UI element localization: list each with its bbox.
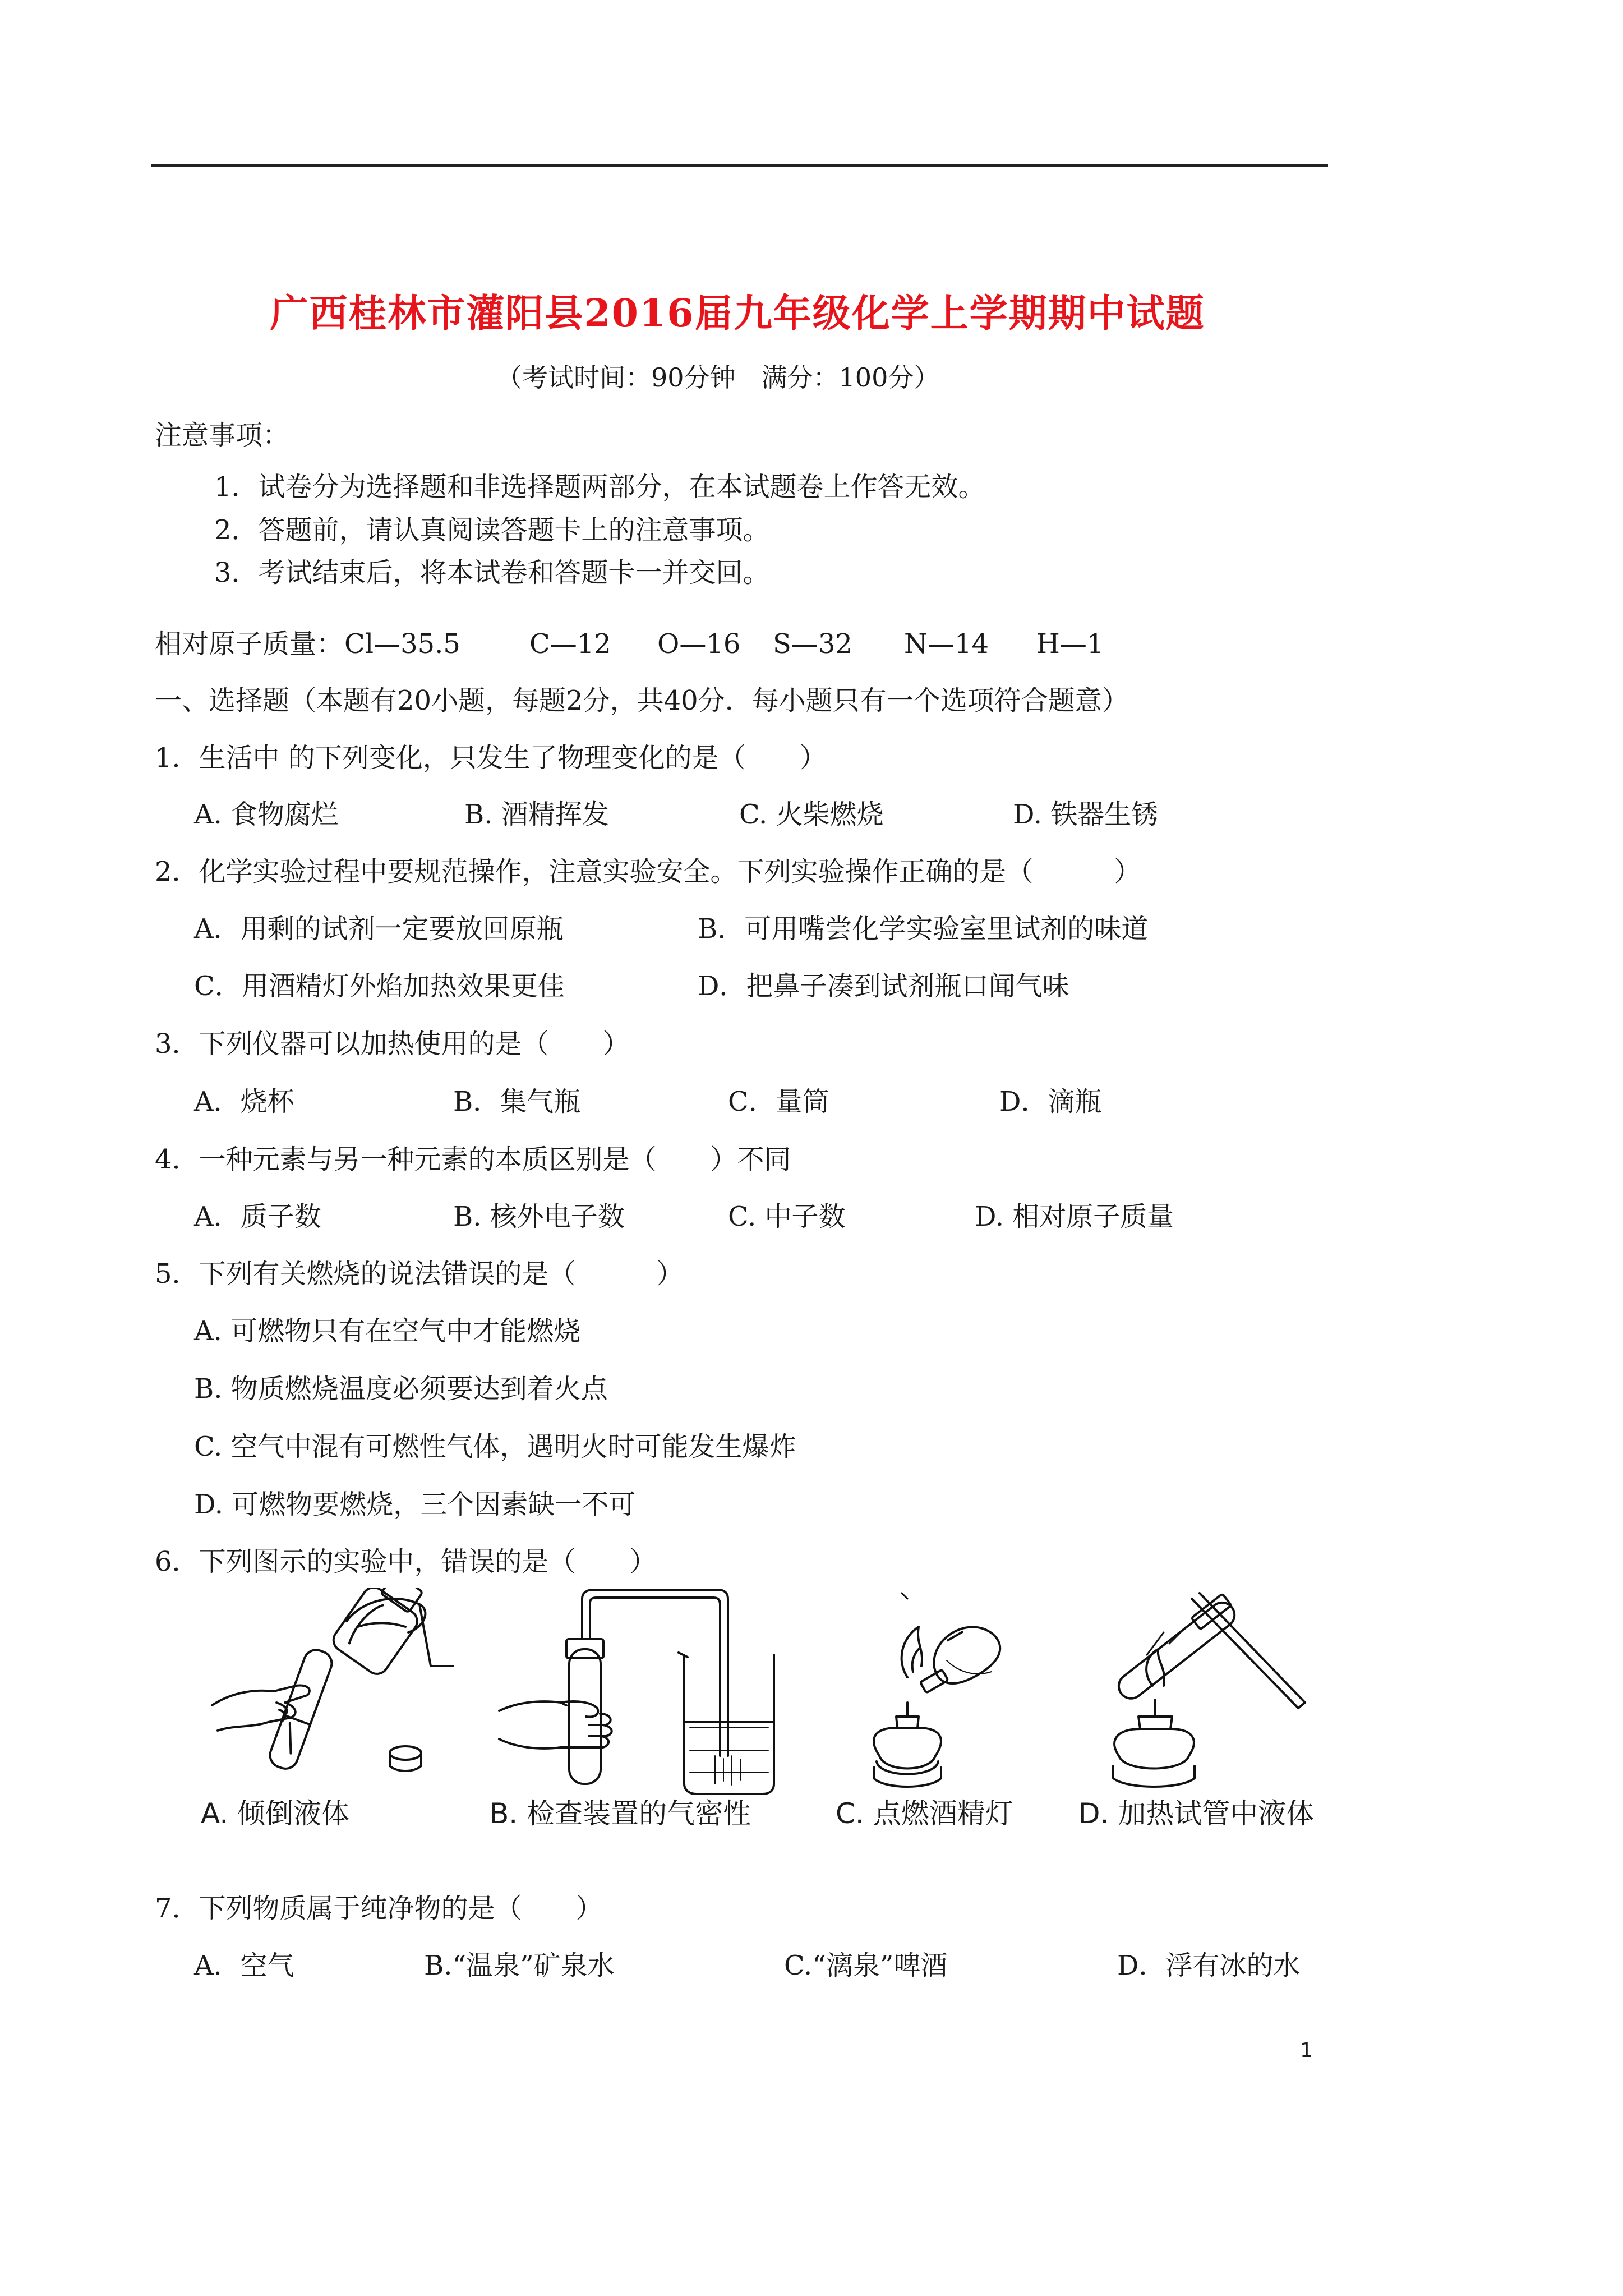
option-c: C. 中子数 <box>728 1201 846 1232</box>
question-stem: 2．化学实验过程中要规范操作，注意实验安全。下列实验操作正确的是（ ） <box>155 856 1141 887</box>
option-a: A. 食物腐烂 <box>194 799 339 830</box>
notes-heading: 注意事项： <box>155 420 290 451</box>
figure-caption: D. 加热试管中液体 <box>1078 1797 1315 1830</box>
option-b: B．集气瓶 <box>453 1086 581 1117</box>
option-b: B．可用嘴尝化学实验室里试剂的味道 <box>698 913 1149 945</box>
option-b: B. 核外电子数 <box>453 1201 625 1232</box>
option-a: A．质子数 <box>194 1201 321 1232</box>
option-c: C．用酒精灯外焰加热效果更佳 <box>194 970 565 1002</box>
page-number: 1 <box>1300 2039 1313 2062</box>
note-item: 1．试卷分为选择题和非选择题两部分，在本试题卷上作答无效。 <box>214 471 985 503</box>
atomic-mass-value: N—14 <box>904 628 989 660</box>
atomic-mass-label: 相对原子质量： <box>155 628 344 660</box>
option-a: A．烧杯 <box>194 1086 294 1117</box>
note-item: 3．考试结束后，将本试卷和答题卡一并交回。 <box>214 557 770 588</box>
figure-caption: A. 倾倒液体 <box>201 1797 350 1830</box>
atomic-mass-value: O—16 <box>657 628 741 660</box>
question-stem: 4．一种元素与另一种元素的本质区别是（ ）不同 <box>155 1144 791 1175</box>
option-c: C．量筒 <box>728 1086 829 1117</box>
section-heading: 一、选择题（本题有20小题，每题2分，共40分．每小题只有一个选项符合题意） <box>155 685 1129 716</box>
atomic-mass-value: Cl—35.5 <box>344 628 460 660</box>
option-d: D. 相对原子质量 <box>975 1201 1174 1232</box>
figure-pouring-liquid <box>206 1588 476 1801</box>
question-stem: 6．下列图示的实验中，错误的是（ ） <box>155 1546 657 1577</box>
option-d: D. 铁器生锈 <box>1013 799 1159 830</box>
question-stem: 1．生活中 的下列变化，只发生了物理变化的是（ ） <box>155 742 827 774</box>
option-d: D．把鼻子凑到试剂瓶口闻气味 <box>698 970 1069 1002</box>
option-a: A．用剩的试剂一定要放回原瓶 <box>194 913 564 945</box>
exam-title: 广西桂林市灌阳县2016届九年级化学上学期期中试题 <box>270 291 1205 336</box>
question-stem: 5．下列有关燃烧的说法错误的是（ ） <box>155 1258 684 1290</box>
option-b: B.“温泉”矿泉水 <box>424 1950 615 1981</box>
option-b: B. 酒精挥发 <box>464 799 609 830</box>
option-c: C. 火柴燃烧 <box>739 799 884 830</box>
header-rule <box>151 164 1328 167</box>
figure-heating-test-tube <box>1085 1588 1332 1801</box>
option-c: C.“漓泉”啤酒 <box>784 1950 948 1981</box>
atomic-mass-value: C—12 <box>529 628 611 660</box>
option-a: A. 可燃物只有在空气中才能燃烧 <box>194 1315 581 1347</box>
atomic-mass-value: H—1 <box>1036 628 1104 660</box>
exam-subtitle: （考试时间：90分钟 满分：100分） <box>496 362 940 393</box>
question-stem: 3．下列仪器可以加热使用的是（ ） <box>155 1028 630 1060</box>
option-d: D. 可燃物要燃烧，三个因素缺一不可 <box>194 1489 636 1520</box>
option-d: D．滴瓶 <box>999 1086 1102 1117</box>
option-b: B. 物质燃烧温度必须要达到着火点 <box>194 1373 608 1405</box>
option-c: C. 空气中混有可燃性气体，遇明火时可能发生爆炸 <box>194 1431 796 1462</box>
figure-lighting-lamp <box>863 1588 1053 1801</box>
note-item: 2．答题前，请认真阅读答题卡上的注意事项。 <box>214 514 770 546</box>
figure-caption: C. 点燃酒精灯 <box>836 1797 1013 1830</box>
atomic-mass-value: S—32 <box>773 628 852 660</box>
figure-airtightness-check <box>494 1588 785 1801</box>
question-stem: 7．下列物质属于纯净物的是（ ） <box>155 1893 603 1924</box>
option-d: D．浮有冰的水 <box>1117 1950 1301 1981</box>
option-a: A．空气 <box>194 1950 294 1981</box>
figure-caption: B. 检查装置的气密性 <box>490 1797 751 1830</box>
